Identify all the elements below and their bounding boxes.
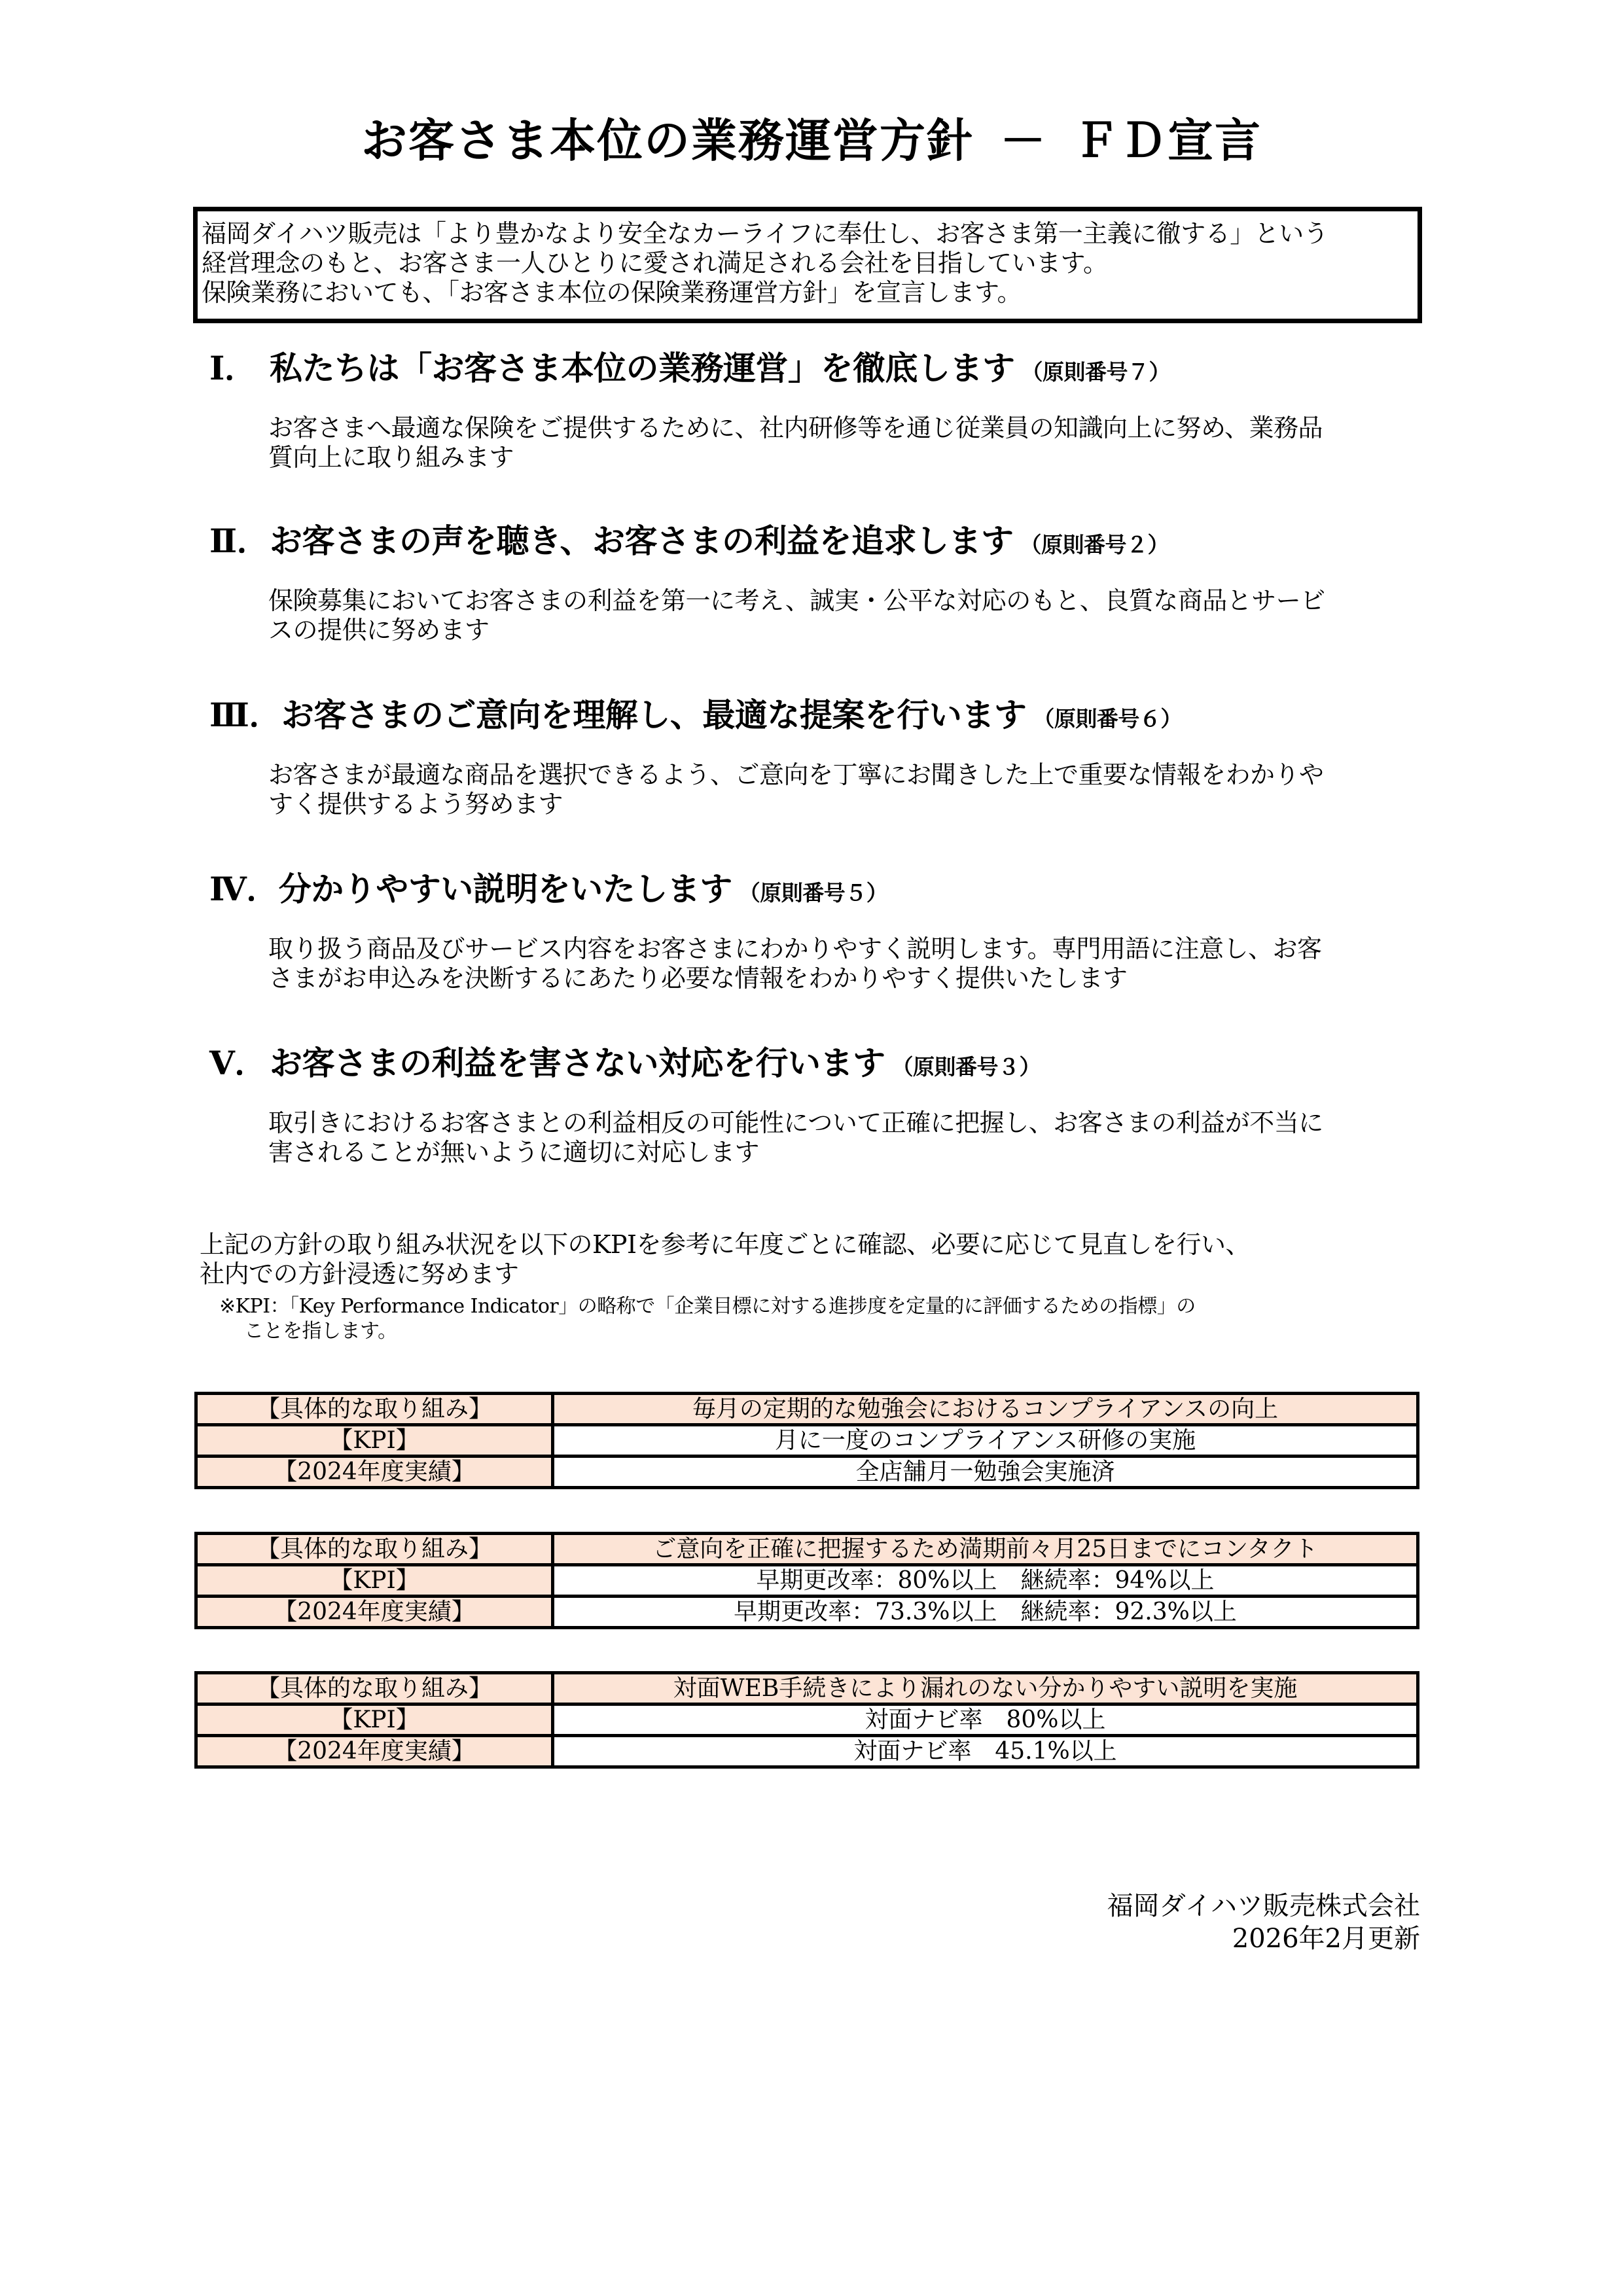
title-separator: － [1000, 113, 1047, 168]
policy-section-4 [209, 866, 1427, 993]
kpi-footnote-line: ことを指します。 [244, 1320, 397, 1343]
footer [1107, 1890, 1420, 1955]
kpi-intro-text [200, 1230, 1250, 1289]
table-row-kpi [196, 1704, 1418, 1736]
section-body [268, 934, 1427, 993]
table-row-initiative [196, 1394, 1418, 1425]
row-value: 全店舗月一勉強会実施済 [553, 1457, 1418, 1488]
row-label: 【具体的な取り組み】 [196, 1394, 553, 1425]
section-heading [209, 692, 1427, 742]
section-body-line: 取り扱う商品及びサービス内容をお客さまにわかりやすく説明します。専門用語に注意し、お客 [268, 934, 1322, 963]
section-heading [209, 518, 1427, 568]
table-row-result [196, 1597, 1418, 1628]
section-number: Ⅳ． [209, 870, 279, 908]
row-value: ご意向を正確に把握するため満期前々月25日までにコンタクト [553, 1534, 1418, 1565]
update-date: 2026年2月更新 [1232, 1924, 1420, 1954]
principle-number: （原則番号５） [738, 880, 888, 906]
row-value: 早期更改率：80%以上 継続率：94%以上 [553, 1565, 1418, 1597]
section-body [268, 1108, 1427, 1167]
row-label: 【2024年度実績】 [196, 1597, 553, 1628]
section-body-line: 害されることが無いように適切に対応します [268, 1138, 760, 1167]
row-label: 【2024年度実績】 [196, 1457, 553, 1488]
table-row-kpi [196, 1565, 1418, 1597]
row-value: 毎月の定期的な勉強会におけるコンプライアンスの向上 [553, 1394, 1418, 1425]
row-label: 【2024年度実績】 [196, 1736, 553, 1767]
row-value: 早期更改率：73.3%以上 継続率：92.3%以上 [553, 1597, 1418, 1628]
intro-line: 経営理念のもと、お客さま一人ひとりに愛され満足される会社を目指しています。 [202, 249, 1108, 277]
row-label: 【KPI】 [196, 1425, 553, 1457]
row-label: 【KPI】 [196, 1704, 553, 1736]
table-row-result [196, 1457, 1418, 1488]
section-body-line: さまがお申込みを決断するにあたり必要な情報をわかりやすく提供いたします [268, 964, 1128, 993]
page-title [0, 111, 1623, 170]
policy-section-1 [209, 345, 1427, 472]
row-label: 【具体的な取り組み】 [196, 1673, 553, 1704]
section-heading [209, 1040, 1427, 1090]
section-heading [209, 345, 1427, 395]
intro-line: 福岡ダイハツ販売は「より豊かなより安全なカーライフに奉仕し、お客さま第一主義に徹する」という [202, 219, 1329, 248]
kpi-footnote [219, 1294, 1196, 1344]
section-body [268, 414, 1427, 472]
table-row-initiative [196, 1534, 1418, 1565]
policy-section-5 [209, 1040, 1427, 1167]
section-body [268, 760, 1427, 819]
kpi-intro-line: 上記の方針の取り組み状況を以下のKPIを参考に年度ごとに確認、必要に応じて見直しを行い、 [200, 1230, 1250, 1259]
intro-box [193, 207, 1422, 323]
section-heading [209, 866, 1427, 916]
kpi-table-2 [194, 1532, 1419, 1629]
kpi-intro-line: 社内での方針浸透に努めます [200, 1260, 519, 1288]
principle-number: （原則番号７） [1021, 359, 1170, 385]
section-number: Ⅲ． [209, 696, 281, 734]
kpi-footnote-line: ※KPI：「Key Performance Indicator」の略称で「企業目標に対する進捗度を定量的に評価するための指標」の [219, 1295, 1196, 1318]
policy-section-3 [209, 692, 1427, 819]
section-body-line: お客さまへ最適な保険をご提供するために、社内研修等を通じ従業員の知識向上に努め、業務品 [268, 414, 1323, 442]
section-body-line: 質向上に取り組みます [268, 443, 514, 472]
table-row-result [196, 1736, 1418, 1767]
title-suffix: ＦＤ宣言 [1073, 113, 1262, 168]
company-name: 福岡ダイハツ販売株式会社 [1107, 1891, 1420, 1921]
table-row-initiative [196, 1673, 1418, 1704]
section-title: お客さまのご意向を理解し、最適な提案を行います [281, 696, 1027, 734]
principle-number: （原則番号６） [1033, 706, 1182, 732]
table-row-kpi [196, 1425, 1418, 1457]
section-body-line: 取引きにおけるお客さまとの利益相反の可能性について正確に把握し、お客さまの利益が不当に [268, 1108, 1323, 1137]
kpi-table-1 [194, 1392, 1419, 1489]
section-number: Ⅱ． [209, 521, 270, 560]
kpi-table-3 [194, 1671, 1419, 1769]
section-body [268, 586, 1427, 645]
row-value: 対面WEB手続きにより漏れのない分かりやすい説明を実施 [553, 1673, 1418, 1704]
principle-number: （原則番号２） [1020, 532, 1169, 557]
section-title: お客さまの声を聴き、お客さまの利益を追求します [270, 521, 1014, 560]
row-value: 対面ナビ率 45.1%以上 [553, 1736, 1418, 1767]
row-value: 対面ナビ率 80%以上 [553, 1704, 1418, 1736]
intro-line: 保険業務においても、「お客さま本位の保険業務運営方針」を宣言します。 [202, 278, 1022, 307]
section-number: Ⅴ． [209, 1044, 267, 1082]
title-main: お客さま本位の業務運営方針 [361, 113, 974, 168]
section-title: 分かりやすい説明をいたします [278, 870, 732, 908]
section-body-line: お客さまが最適な商品を選択できるよう、ご意向を丁寧にお聞きした上で重要な情報をわかりや [268, 760, 1324, 789]
principle-number: （原則番号３） [891, 1054, 1041, 1080]
section-number: Ⅰ． [209, 349, 257, 387]
section-body-line: スの提供に努めます [268, 616, 490, 645]
section-body-line: 保険募集においてお客さまの利益を第一に考え、誠実・公平な対応のもと、良質な商品とサービ [268, 586, 1325, 615]
row-label: 【具体的な取り組み】 [196, 1534, 553, 1565]
policy-section-2 [209, 518, 1427, 645]
row-label: 【KPI】 [196, 1565, 553, 1597]
row-value: 月に一度のコンプライアンス研修の実施 [553, 1425, 1418, 1457]
section-title: お客さまの利益を害さない対応を行います [270, 1044, 885, 1082]
section-title: 私たちは「お客さま本位の業務運営」を徹底します [270, 349, 1015, 387]
section-body-line: すく提供するよう努めます [268, 790, 563, 819]
